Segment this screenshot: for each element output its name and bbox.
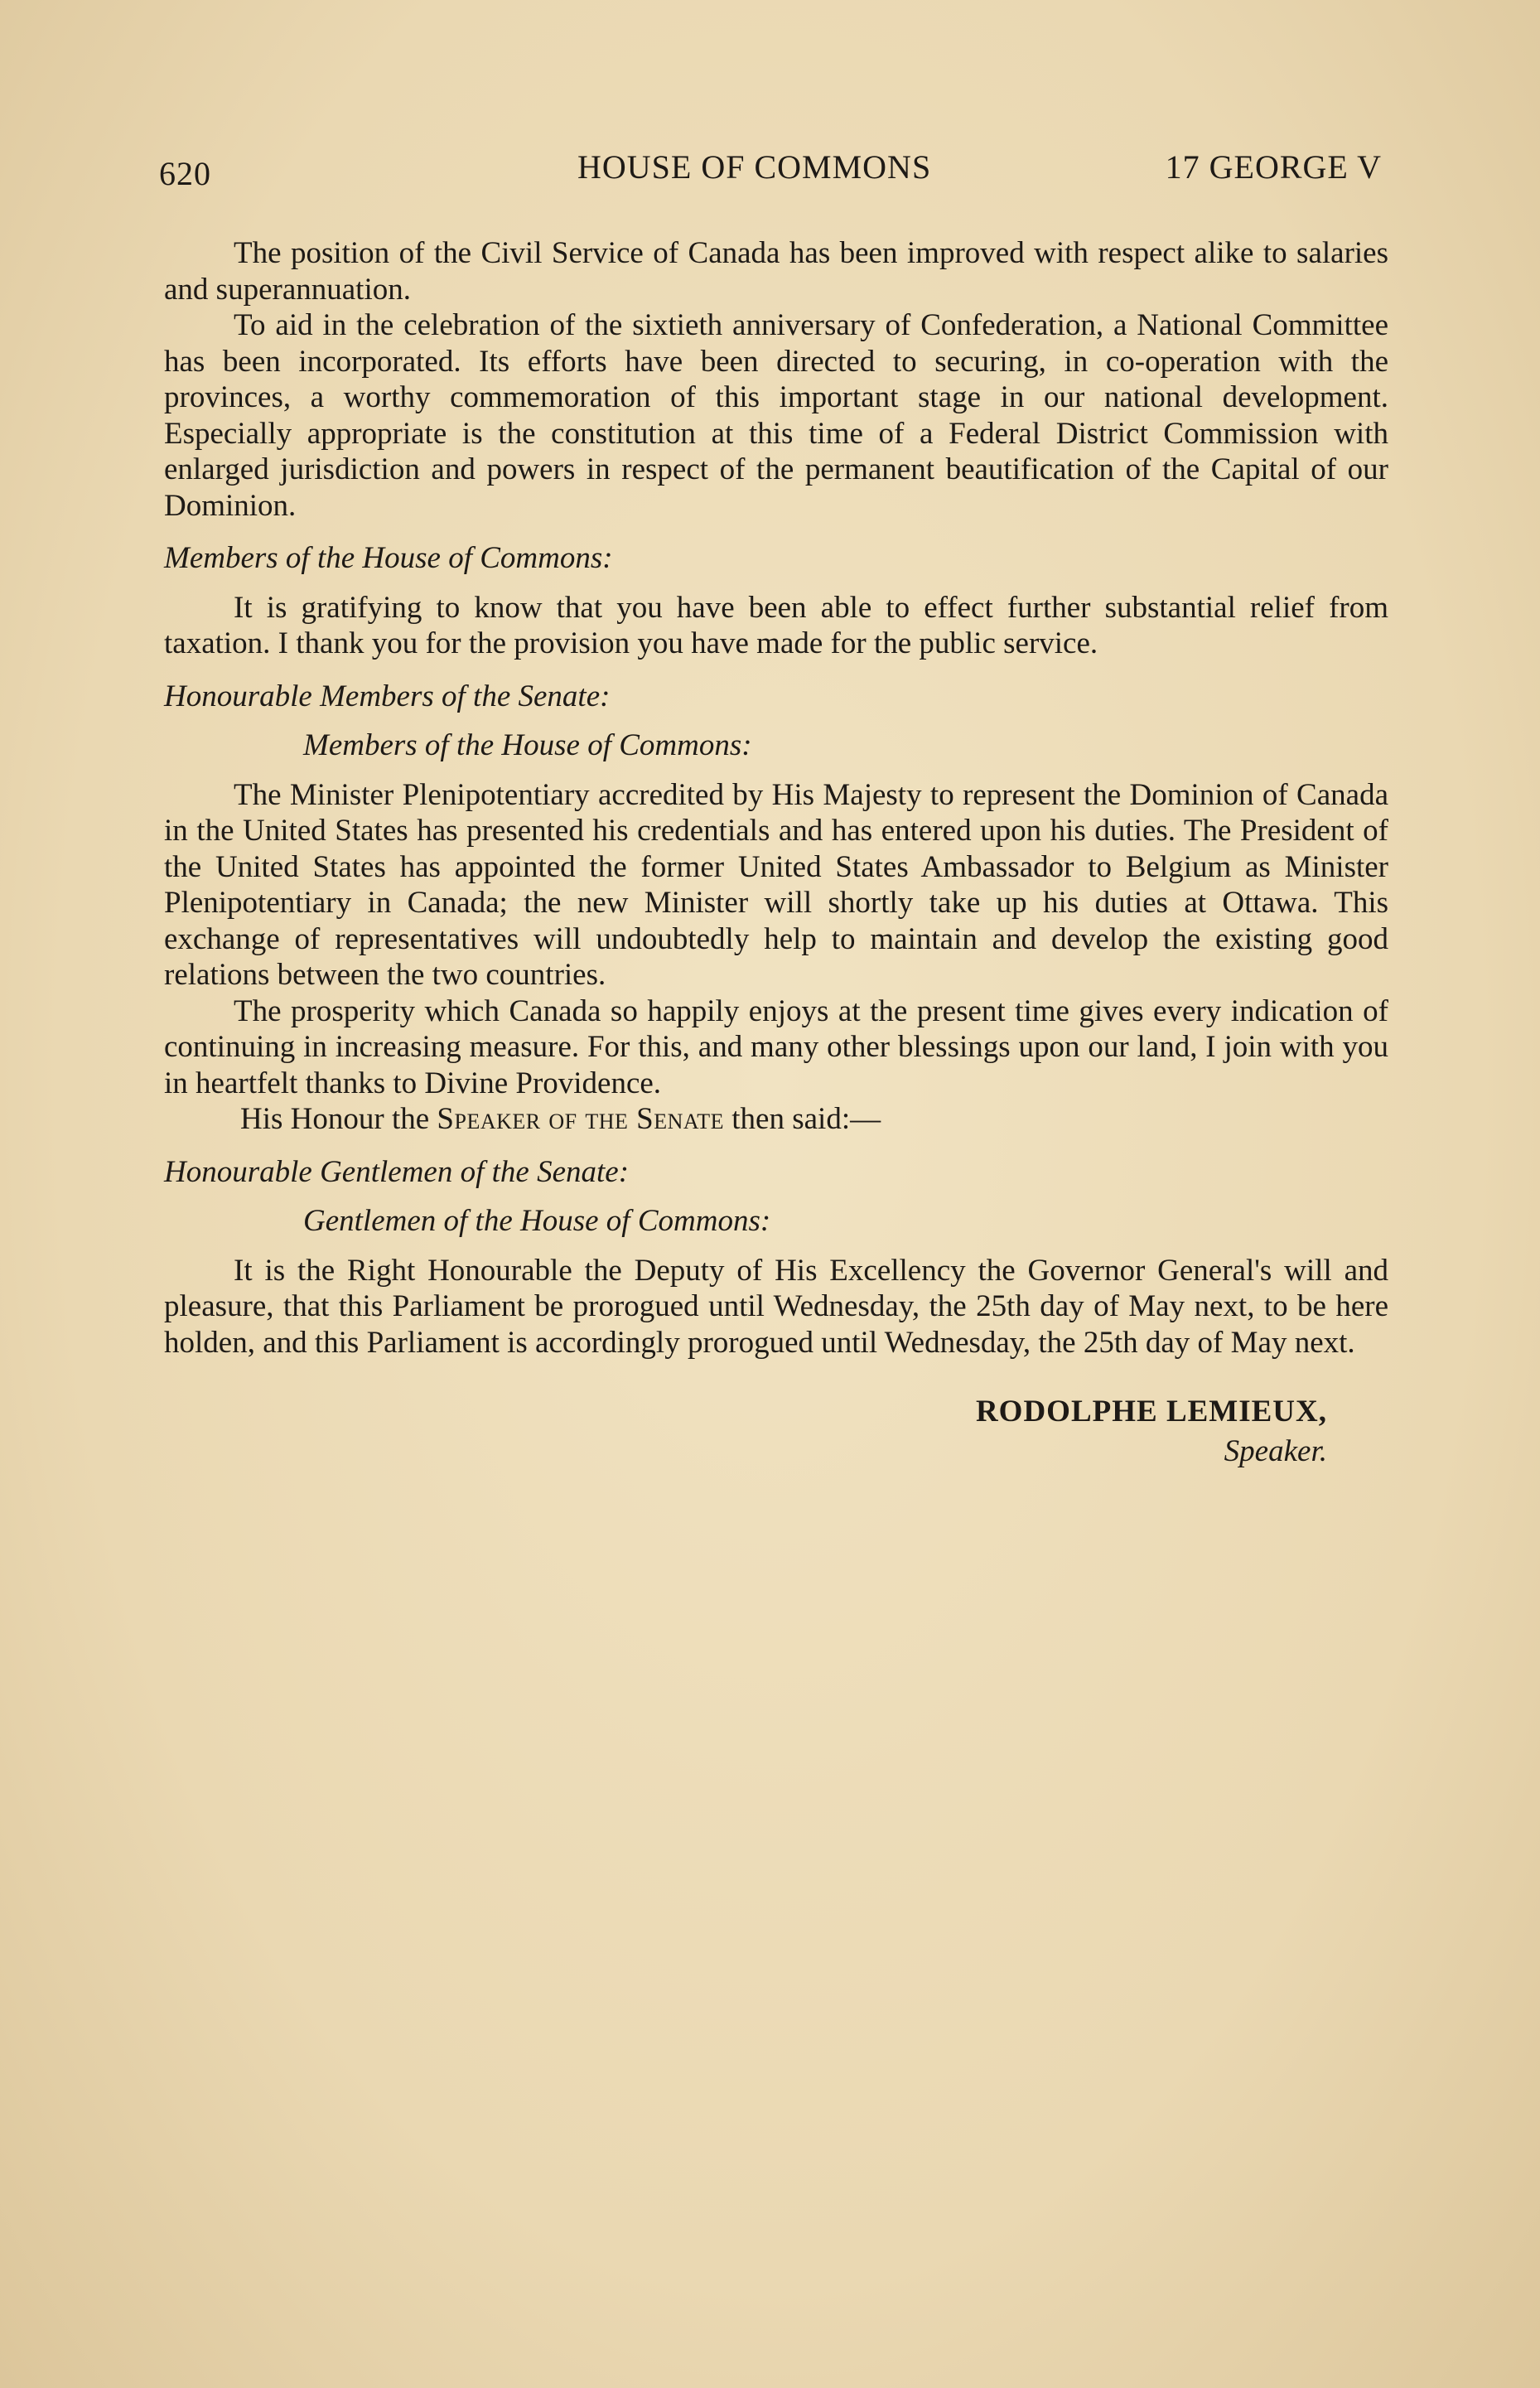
- said-suffix: then said:—: [724, 1102, 881, 1136]
- salutation-senate: Honourable Members of the Senate:: [164, 679, 611, 713]
- salutation-commons-2: Members of the House of Commons:: [303, 728, 752, 762]
- paragraph-confederation: To aid in the celebration of the sixtieth anniversary of Confederation, a National Committee has been incorporated. Its efforts have been directed to securing, in co-operation with the provinces, a worthy commemoration of this important stage in our national development. Especially appropriate is the constitution at this time of a Federal District Commission with enlarged jurisdiction and powers in respect of the permanent beautification of the Capital of our Dominion.: [164, 308, 1388, 523]
- paragraph-prorogation: It is the Right Honourable the Deputy of His Excellency the Governor General's will and pleasure, that this Parliament be prorogued until Wednesday, the 25th day of May next, to be here holden, and this Parliament is accordingly prorogued until Wednesday, the 25th day of May next.: [164, 1253, 1388, 1360]
- header-session: 17 GEORGE V: [1165, 148, 1382, 186]
- signature-name: RODOLPHE LEMIEUX,: [975, 1395, 1327, 1428]
- speaker-of-senate: Speaker of the Senate: [437, 1102, 725, 1136]
- paragraph-civil-service: The position of the Civil Service of Canada has been improved with respect alike to salaries and superannuation.: [164, 236, 1388, 307]
- salutation-gentlemen-senate: Honourable Gentlemen of the Senate:: [164, 1154, 630, 1189]
- speaker-said-line: [164, 1101, 1388, 1138]
- page-body: [164, 235, 1388, 1469]
- paragraph-taxation: It is gratifying to know that you have been able to effect further substantial relief from taxation. I thank you for the provision you have made for the public service.: [164, 590, 1388, 660]
- running-header: [159, 147, 1382, 197]
- header-title: HOUSE OF COMMONS: [577, 148, 932, 186]
- said-prefix: His Honour the: [240, 1102, 437, 1136]
- page-number: 620: [159, 155, 211, 192]
- paragraph-prosperity: The prosperity which Canada so happily enjoys at the present time gives every indication of continuing in increasing measure. For this, and many other blessings upon our land, I join with you in heartfelt thanks to Divine Providence.: [164, 993, 1388, 1100]
- signature-title: Speaker.: [1224, 1433, 1327, 1468]
- salutation-gentlemen-commons: Gentlemen of the House of Commons:: [303, 1204, 771, 1238]
- salutation-commons: Members of the House of Commons:: [164, 541, 613, 575]
- paragraph-minister: The Minister Plenipotentiary accredited by His Majesty to represent the Dominion of Canada in the United States has presented his credentials and has entered upon his duties. The President of the United States has appointed the former United States Ambassador to Belgium as Minister Plenipotentiary in Canada; the new Minister will shortly take up his duties at Ottawa. This exchange of representatives will undoubtedly help to maintain and develop the existing good relations between the two countries.: [164, 777, 1388, 992]
